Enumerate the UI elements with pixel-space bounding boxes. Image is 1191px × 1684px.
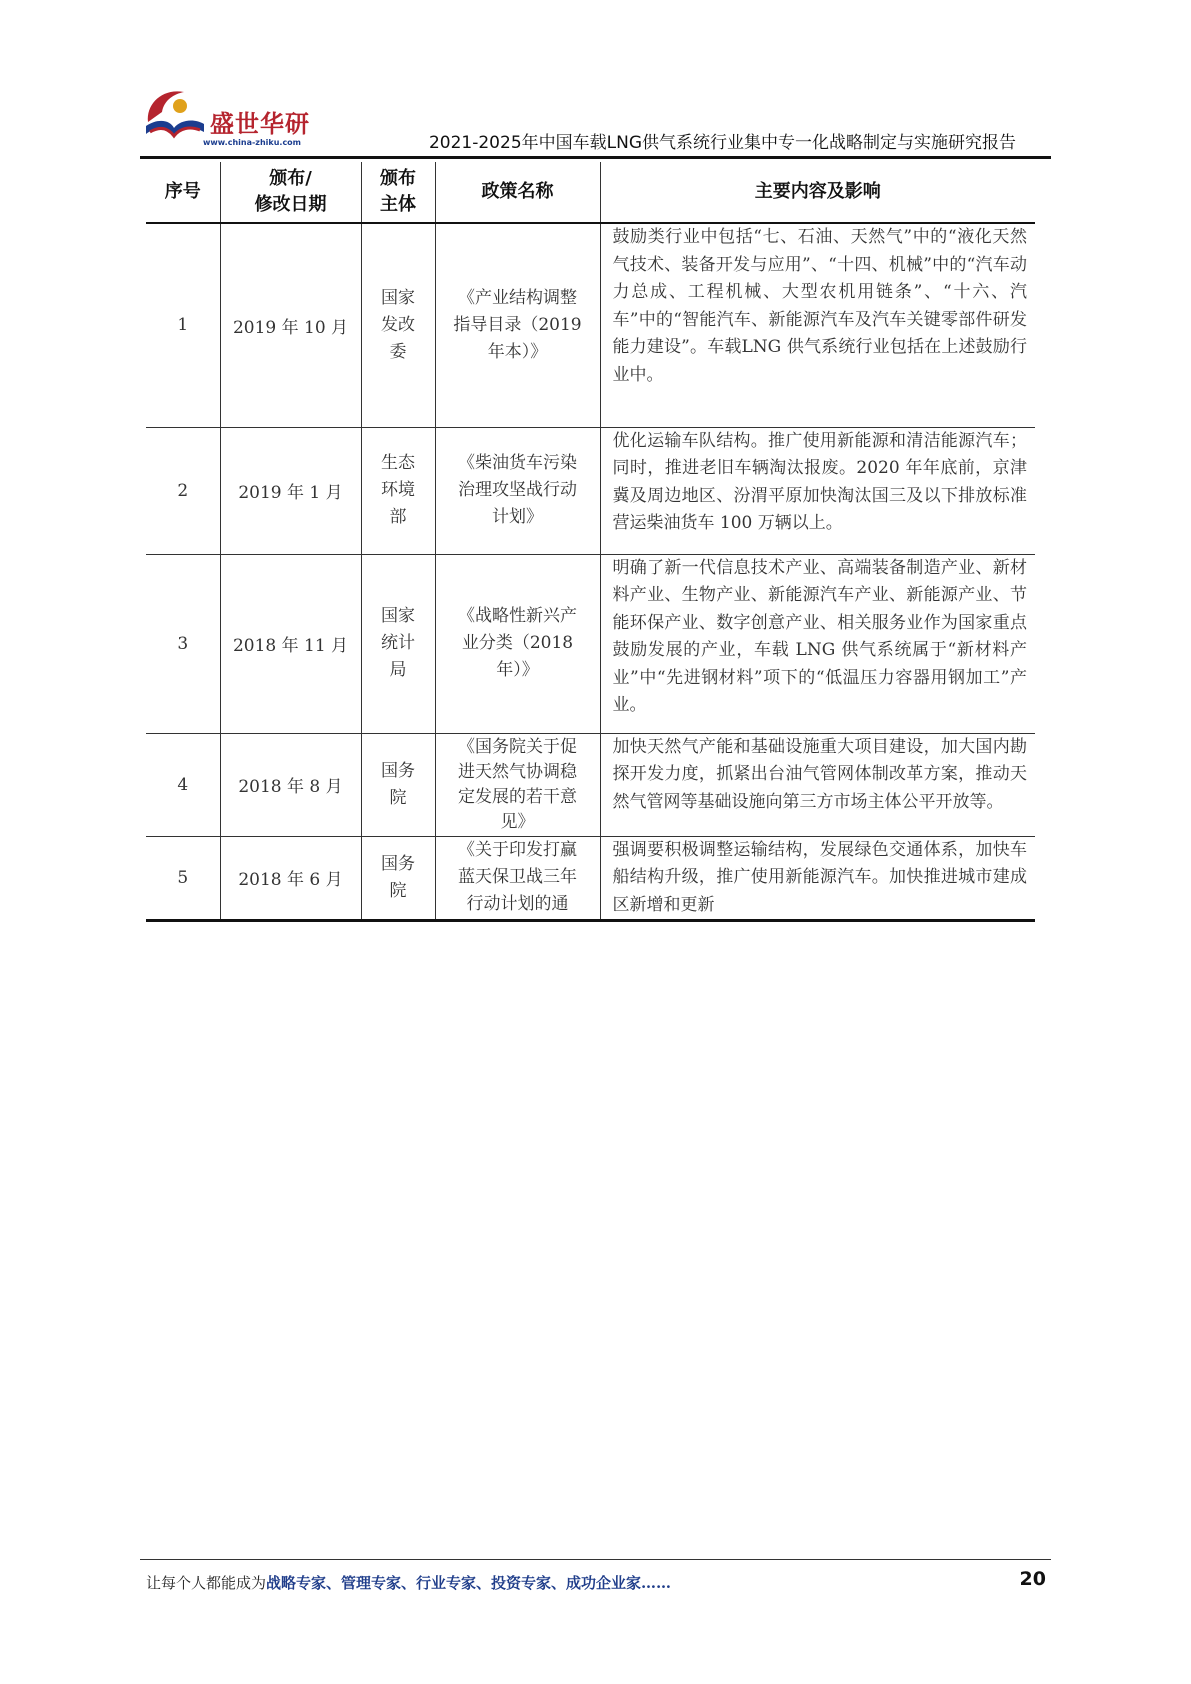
policy-name-line: 治理攻坚战行动: [458, 480, 577, 500]
book-swoosh-logo-icon: [140, 82, 208, 144]
row-policy-name: [435, 836, 600, 920]
policy-name-line: 行动计划的通: [466, 893, 569, 914]
row-date: 2018 年 6 月: [220, 836, 361, 920]
issuer-line: 环境: [381, 480, 415, 500]
header-date-line2: 修改日期: [254, 194, 327, 215]
row-date: 2019 年 10 月: [220, 223, 361, 427]
table-row: [146, 554, 1035, 733]
row-no: 1: [146, 223, 220, 427]
logo-url: www.china-zhiku.com: [203, 138, 302, 147]
header-issuer-line1: 颁布: [380, 168, 416, 189]
issuer-line: 国务: [381, 760, 415, 781]
policy-name-line: 年本）》: [487, 341, 548, 362]
policy-name-line: 《国务院关于促: [458, 736, 577, 757]
row-content: 优化运输车队结构。推广使用新能源和清洁能源汽车；同时，推进老旧车辆淘汰报废。2020 年年底前，京津冀及周边地区、汾渭平原加快淘汰国三及以下排放标准营运柴油货车 100 万辆以上。: [600, 427, 1035, 554]
policy-name-clip: [442, 837, 594, 919]
issuer-line: 国务: [381, 853, 415, 874]
company-logo: [140, 82, 315, 152]
policy-name-line: 业分类（2018: [461, 633, 574, 653]
policy-name-line: 《产业结构调整: [458, 287, 577, 308]
header-name: 政策名称: [435, 162, 600, 223]
row-policy-name: [435, 427, 600, 554]
header-date-line1: 颁布/: [269, 168, 312, 189]
row-no: 4: [146, 733, 220, 836]
page-number: 20: [1019, 1568, 1046, 1590]
row-date: 2018 年 11 月: [220, 554, 361, 733]
policy-name-line: 进天然气协调稳: [458, 761, 577, 782]
row-content: 鼓励类行业中包括“七、石油、天然气”中的“液化天然气技术、装备开发与应用”、“十四、机械”中的“汽车动力总成、工程机械、大型农机用链条”、“十六、汽车”中的“智能汽车、新能源汽车及汽车关键零部件研发能力建设”。车载LNG 供气系统行业包括在上述鼓励行业中。: [600, 223, 1035, 427]
row-policy-name: [435, 733, 600, 836]
policy-name-line: 指导目录（2019: [453, 314, 582, 335]
issuer-line: 发改: [381, 314, 415, 335]
row-issuer: [361, 427, 435, 554]
row-content-text: 强调要积极调整运输结构，发展绿色交通体系，加快车船结构升级，推广使用新能源汽车。加快推进城市建成区新增和更新: [612, 839, 1027, 915]
row-no: 5: [146, 836, 220, 920]
row-date: 2018 年 8 月: [220, 733, 361, 836]
row-date: 2019 年 1 月: [220, 427, 361, 554]
header-content: 主要内容及影响: [600, 162, 1035, 223]
table-row: [146, 836, 1035, 920]
policy-name-line: 蓝天保卫战三年: [458, 866, 577, 887]
policy-name-line: 《战略性新兴产: [458, 606, 577, 626]
policy-name-line: 计划》: [492, 507, 543, 527]
logo-text: 盛世华研: [210, 110, 310, 138]
policy-table: [146, 162, 1035, 922]
row-content: 加快天然气产能和基础设施重大项目建设，加大国内勘探开发力度，抓紧出台油气管网体制改革方案，推动天然气管网等基础设施向第三方市场主体公平开放等。: [600, 733, 1035, 836]
policy-name-line: 定发展的若干意: [458, 786, 577, 807]
issuer-line: 国家: [381, 606, 415, 626]
header-no: 序号: [146, 162, 220, 223]
row-issuer: [361, 836, 435, 920]
row-issuer: [361, 223, 435, 427]
table-header-row: [146, 162, 1035, 223]
row-content: [600, 836, 1035, 920]
header-divider: [140, 156, 1051, 159]
row-issuer: [361, 733, 435, 836]
slogan-highlight: 战略专家、管理专家、行业专家、投资专家、成功企业家……: [266, 1574, 672, 1592]
issuer-line: 统计: [381, 633, 415, 653]
policy-name-line: 年）》: [496, 660, 539, 680]
row-policy-name: [435, 554, 600, 733]
footer-divider: [140, 1559, 1051, 1560]
issuer-line: 局: [389, 660, 407, 680]
issuer-line: 国家: [381, 287, 415, 308]
issuer-line: 生态: [381, 453, 415, 473]
table-row: [146, 427, 1035, 554]
row-no: 2: [146, 427, 220, 554]
issuer-line: 院: [389, 787, 407, 808]
issuer-line: 部: [389, 507, 407, 527]
footer-slogan: [146, 1572, 671, 1593]
policy-name-line: 《关于印发打赢: [458, 839, 577, 860]
issuer-line: 院: [389, 880, 407, 901]
slogan-prefix: 让每个人都能成为: [146, 1574, 267, 1592]
document-title: 2021-2025年中国车载LNG供气系统行业集中专一化战略制定与实施研究报告: [428, 133, 1016, 153]
table-row: [146, 223, 1035, 427]
header-issuer: [361, 162, 435, 223]
row-policy-name: [435, 223, 600, 427]
policy-name-line: 见》: [500, 811, 535, 832]
issuer-line: 委: [389, 341, 407, 362]
policy-name-line: 《柴油货车污染: [458, 453, 577, 473]
row-content: 明确了新一代信息技术产业、高端装备制造产业、新材料产业、生物产业、新能源汽车产业、新能源产业、节能环保产业、数字创意产业、相关服务业作为国家重点鼓励发展的产业，车载 LNG 供气系统属于“新材料产业”中“先进钢材料”项下的“低温压力容器用钢加工”产业。: [600, 554, 1035, 733]
header-date: [220, 162, 361, 223]
table-row: [146, 733, 1035, 836]
row-issuer: [361, 554, 435, 733]
row-no: 3: [146, 554, 220, 733]
header-issuer-line2: 主体: [380, 194, 416, 215]
